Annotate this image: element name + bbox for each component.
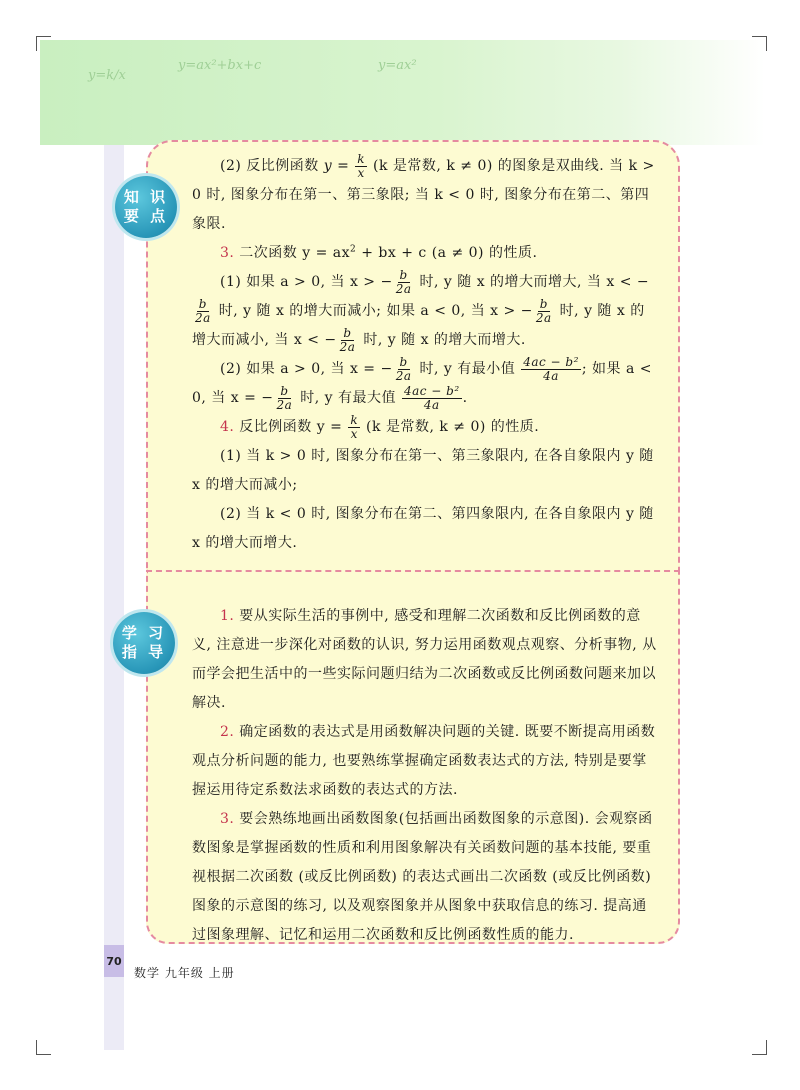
margin-strip (104, 145, 124, 1050)
fraction-extremum-value: $\frac{\text{4ac − b²}}{4a}$ (523, 354, 579, 383)
fraction-k-over-x: $\frac{k}{x}$ (350, 412, 359, 441)
item-number: 3. (220, 811, 235, 827)
header-formula-1: y=k/x (88, 68, 126, 83)
page-number-box (104, 945, 124, 977)
fraction-b-over-2a: $\frac{b}{2a}$ (195, 296, 211, 325)
fraction-b-over-2a: $\frac{b}{2a}$ (395, 354, 412, 383)
study-guide-content (192, 602, 658, 950)
badge-line: 要 点 (123, 207, 169, 225)
guide-item: 1. 要从实际生活的事例中, 感受和理解二次函数和反比例函数的意义, 注意进一步深化对函数的认识, 努力运用函数观点观察、分析事物, 从而学会把生活中的一些实际问题归结为二次函数或反比例函数问题来加以解决. (192, 608, 657, 711)
header-band (40, 40, 765, 145)
paragraph-quadratic-heading: 3. 二次函数 $y = ax^2$ + bx + c (a ≠ 0) 的性质. (220, 244, 538, 261)
header-formula-3: y=ax² (378, 58, 417, 73)
fraction-k-over-x: $\frac{k}{x}$ (357, 151, 366, 180)
badge-line: 指 导 (121, 643, 167, 661)
paragraph-quadratic-monotonic: (1) 如果 a > 0, 当 x > − $\frac{b}{2a}$ 时, y 随 x 的增大而增大, 当 x < − $\frac{b}{2a}$ 时, y 随 x 的增大而减小; 如果 a < 0, 当 x > − $\frac{b}{2a}$ 时, y 随 x 的增大而减小, 当 x < − $\frac{b}{2a}$ 时, y 随 x 的增大而增大. (192, 267, 650, 354)
paragraph-quadratic-extremum: (2) 如果 a > 0, 当 x = − $\frac{b}{2a}$ 时, y 有最小值 $\frac{\text{4ac − b²}}{4a}$ ; 如果 a < 0, 当 x = − $\frac{b}{2a}$ 时, y 有最大值 $\frac{\text{4ac − b²}}{4a}$ . (192, 354, 653, 412)
knowledge-content (192, 152, 658, 558)
header-formula-2: y=ax²+bx+c (178, 58, 262, 73)
book-title: 数学 九年级 上册 (134, 966, 235, 980)
fraction-extremum-value: $\frac{\text{4ac − b²}}{4a}$ (403, 383, 460, 412)
guide-item: 2. 确定函数的表达式是用函数解决问题的关键. 既要不断提高用函数观点分析问题的能力, 也要熟练掌握确定函数表达式的方法, 特别是要掌握运用待定系数法求函数的表达式的方法. (192, 724, 656, 798)
crop-mark-bottom-left (36, 1040, 51, 1055)
knowledge-points-badge (115, 176, 177, 238)
fraction-b-over-2a: $\frac{b}{2a}$ (395, 267, 412, 296)
paragraph-inverse-negative: (2) 当 k < 0 时, 图象分布在第二、第四象限内, 在各自象限内 y 随 x 的增大而增大. (192, 506, 654, 551)
item-number: 1. (220, 608, 235, 624)
item-number: 2. (220, 724, 235, 740)
crop-mark-bottom-right (752, 1040, 767, 1055)
item-number: 4. (220, 419, 235, 435)
item-number: 3. (220, 245, 235, 261)
fraction-b-over-2a: $\frac{b}{2a}$ (339, 325, 356, 354)
study-guide-badge (113, 612, 175, 674)
badge-line: 知 识 (123, 188, 169, 206)
paragraph-inverse-heading: 4. 反比例函数 y = $\frac{k}{x}$ (k 是常数, k ≠ 0) 的性质. (220, 412, 540, 441)
fraction-b-over-2a: $\frac{b}{2a}$ (535, 296, 552, 325)
paragraph-hyperbola: (2) 反比例函数 y = $\frac{k}{x}$ (k 是常数, k ≠ 0) 的图象是双曲线. 当 k > 0 时, 图象分布在第一、第三象限; 当 k < 0 时, 图象分布在第二、第四象限. (192, 151, 655, 232)
paragraph-inverse-positive: (1) 当 k > 0 时, 图象分布在第一、第三象限内, 在各自象限内 y 随 x 的增大而减小; (192, 448, 654, 493)
guide-item: 3. 要会熟练地画出函数图象(包括画出函数图象的示意图). 会观察函数图象是掌握函数的性质和利用图象解决有关函数问题的基本技能, 要重视根据二次函数 (或反比例函数) 的表达式画出二次函数 (或反比例函数) 图象的示意图的练习, 以及观察图象并从图象中获取信息的练习. 提高通过图象理解、记忆和运用二次函数和反比例函数性质的能力. (192, 811, 653, 943)
fraction-b-over-2a: $\frac{b}{2a}$ (276, 383, 293, 412)
badge-line: 学 习 (121, 624, 167, 642)
page-number: 70 (106, 954, 122, 968)
